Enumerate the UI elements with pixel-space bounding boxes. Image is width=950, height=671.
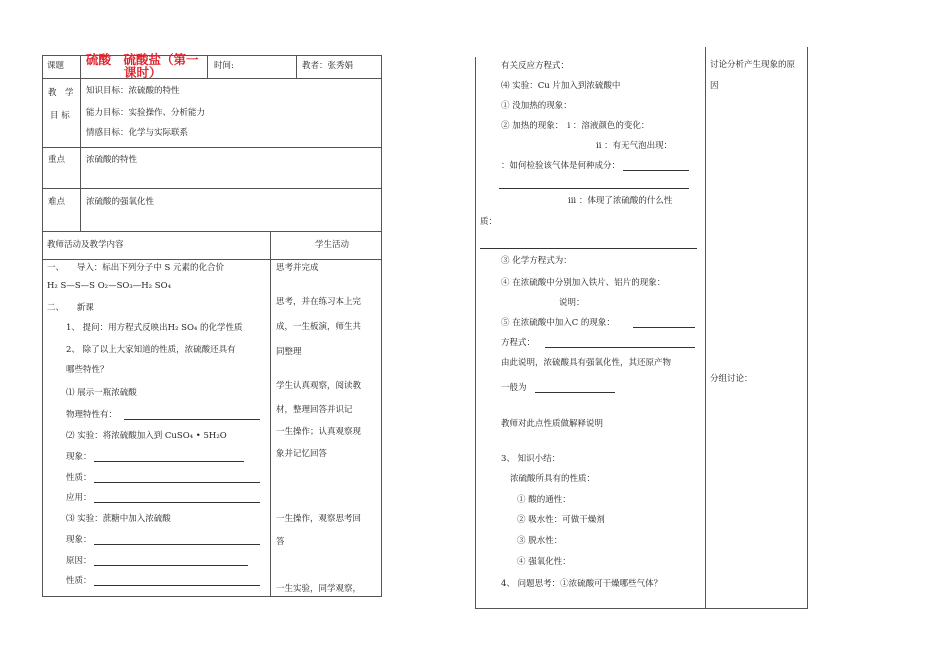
content-line: 教师对此点性质做解释说明 [501,419,604,429]
table-border [42,55,43,597]
knowledge-goal: 知识目标：浓硫酸的特性 [86,86,180,96]
answer-blank[interactable] [94,585,260,586]
side-note: 因 [710,81,719,91]
content-line: ⑵ 实验：将浓硫酸加入到 CuSO₄ • 5H₂O [66,431,227,441]
answer-blank[interactable] [94,461,244,462]
content-line: 物理特性有： [66,410,118,420]
table-border [475,608,808,609]
student-line: 同整理 [276,347,302,357]
lesson-title-cont: 课时） [124,65,162,80]
answer-blank[interactable] [124,419,260,420]
subject-label: 课题 [47,61,65,71]
content-line: 说明： [559,298,585,308]
content-line: ii ：有无气泡出现： [596,141,673,151]
emotion-goal: 情感目标：化学与实际联系 [86,128,189,138]
answer-blank[interactable] [94,482,260,483]
content-line: 现象： [66,535,92,545]
answer-blank[interactable] [535,392,615,393]
answer-blank[interactable] [94,565,248,566]
student-line: 思考，并在练习本上完 [276,297,362,307]
student-line: 一生操作，观察思考回 [276,514,362,524]
side-note: 讨论分析产生现象的原 [710,60,796,70]
student-line: 思考并完成 [276,263,319,273]
row-divider [42,78,382,79]
teacher-label: 教者：张秀娟 [302,61,354,71]
teacher-column-header: 教师活动及教学内容 [47,240,124,250]
goals-label-2: 目 标 [50,111,70,121]
content-line: ① 没加热的现象： [501,101,572,111]
content-line: 浓硫酸所具有的性质： [510,474,596,484]
student-line: 学生认真观察，阅读教 [276,381,362,391]
answer-blank[interactable] [499,188,689,189]
time-label: 时间: [214,61,234,71]
answer-blank[interactable] [94,502,260,503]
answer-blank[interactable] [633,327,695,328]
content-line: 3、 知识小结： [501,454,561,464]
content-line: 2、 除了以上大家知道的性质，浓硫酸还具有 [66,345,236,355]
row-divider [42,147,382,148]
content-line: 方程式： [501,338,536,348]
content-line: 应用： [66,493,92,503]
content-line: ：如何检验该气体是何种成分： [501,161,621,171]
table-border [381,55,382,597]
table-border [705,47,706,609]
goals-label: 教 学 [48,88,74,98]
row-divider [42,231,382,232]
table-border [475,57,476,609]
col-divider [270,232,271,597]
content-line: 性质： [66,576,92,586]
answer-blank[interactable] [480,248,697,249]
content-line: ② 加热的现象： i ：溶液颜色的变化： [501,121,650,131]
content-line: 1、 提问：用方程式反映出H₂ SO₄ 的化学性质 [66,323,243,333]
lesson-title: 硫酸 硫酸盐（第一 [86,52,199,67]
content-line: ⑷ 实验：Cu 片加入到浓硫酸中 [501,81,621,91]
content-line: 由此说明，浓硫酸具有强氧化性，其还原产物 [501,358,672,368]
content-line: ④ 强氧化性： [517,557,571,567]
content-line: 二、 新课 [47,303,94,313]
student-line: 象并记忆回答 [276,449,328,459]
content-line: 质： [480,217,498,227]
content-line: 有关反应方程式： [501,61,570,71]
content-line: 性质： [66,473,92,483]
content-line: 原因： [66,556,92,566]
answer-blank[interactable] [545,347,695,348]
content-line: ① 酸的通性： [517,495,571,505]
content-line: iii ：体现了浓硫酸的什么性 [568,196,673,206]
col-divider [80,55,81,232]
side-note: 分组讨论： [710,374,753,384]
content-line: H₂ S—S—S O₂—SO₃—H₂ SO₄ [47,281,171,291]
difficult-point-text: 浓硫酸的强氧化性 [86,197,155,207]
student-line: 一生操作；认真观察现 [276,427,362,437]
content-line: ② 吸水性：可做干燥剂 [517,515,605,525]
row-divider [42,259,382,260]
content-line: ④ 在浓硫酸中分别加入铁片、铝片的现象： [501,278,666,288]
difficult-point-label: 难点 [48,197,66,207]
content-line: ⑶ 实验：蔗糖中加入浓硫酸 [66,514,171,524]
content-line: 现象： [66,452,92,462]
answer-blank[interactable] [623,170,689,171]
student-line: 答 [276,537,285,547]
content-line: ⑴ 展示一瓶浓硫酸 [66,388,137,398]
student-line: 一生实验，同学观察， [276,584,362,594]
right-page [475,0,950,671]
content-line: 哪些特性？ [66,365,109,375]
content-line: 一般为 [501,383,527,393]
content-line: ③ 脱水性： [517,536,563,546]
answer-blank[interactable] [94,544,260,545]
key-point-label: 重点 [48,155,66,165]
content-line: ⑤ 在浓硫酸中加入C 的现象： [501,318,615,328]
content-line: 4、 问题思考：①浓硫酸可干燥哪些气体？ [501,579,663,589]
row-divider [42,188,382,189]
ability-goal: 能力目标：实验操作、分析能力 [86,108,206,118]
key-point-text: 浓硫酸的特性 [86,155,138,165]
col-divider [207,55,208,79]
content-line: 一、 导入：标出下列分子中 S 元素的化合价 [47,263,224,273]
table-border [807,47,808,609]
student-line: 材，整理回答并识记 [276,405,353,415]
student-line: 成，一生板演，师生共 [276,322,362,332]
content-line: ③ 化学方程式为： [501,256,572,266]
table-border [42,596,382,597]
student-column-header: 学生活动 [315,240,350,250]
col-divider [296,55,297,79]
